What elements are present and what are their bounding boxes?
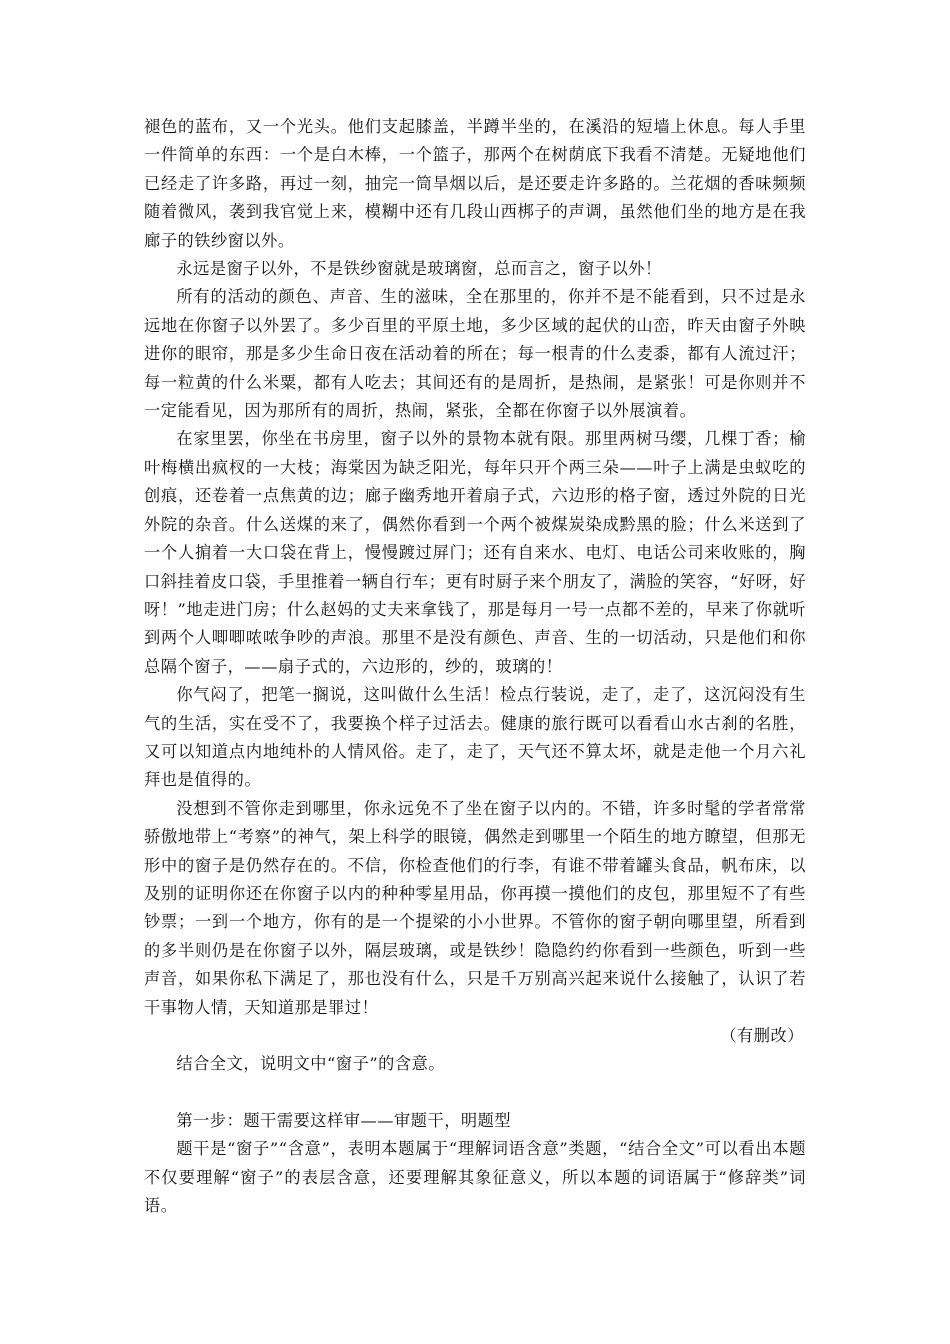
passage-paragraph-5: 你气闷了，把笔一搁说，这叫做什么生活！检点行装说，走了，走了，这沉闷没有生气的生活，实在受不了，我要换个样子过活去。健康的旅行既可以看看山水古刹的名胜，又可以知道点内地纯朴的人情风俗。走了，走了，天气还不算太坏，就是走他一个月六礼拜也是值得的。 (144, 685, 806, 790)
passage-paragraph-4: 在家里罢，你坐在书房里，窗子以外的景物本就有限。那里两树马缨，几棵丁香；榆叶梅横出疯杈的一大枝；海棠因为缺乏阳光，每年只开个两三朵——叶子上满是虫蚁吃的创痕，还卷着一点焦黄的边；廊子幽秀地开着扇子式，六边形的格子窗，透过外院的日光外院的杂音。什么送煤的来了，偶然你看到一个两个被煤炭染成黔黑的脸；什么米送到了一个人掮着一大口袋在背上，慢慢踱过屏门；还有自来水、电灯、电话公司来收账的，胸口斜挂着皮口袋，手里推着一辆自行车；更有时厨子来个朋友了，满脸的笑容，“好呀，好呀！”地走进门房；什么赵妈的丈夫来拿钱了，那是每月一号一点都不差的，早来了你就听到两个人唧唧哝哝争吵的声浪。那里不是没有颜色、声音、生的一切活动，只是他们和你总隔个窗子，——扇子式的，六边形的，纱的，玻璃的！ (144, 429, 806, 676)
passage-paragraph-1: 褪色的蓝布，又一个光头。他们支起膝盖，半蹲半坐的，在溪沿的短墙上休息。每人手里一件简单的东西：一个是白木棒，一个篮子，那两个在树荫底下我看不清楚。无疑地他们已经走了许多路，再过一刻，抽完一筒旱烟以后，是还要走许多路的。兰花烟的香味频频随着微风，袭到我官觉上来，模糊中还有几段山西梆子的声调，虽然他们坐的地方是在我廊子的铁纱窗以外。 (144, 117, 806, 250)
passage-paragraph-6: 没想到不管你走到哪里，你永远免不了坐在窗子以内的。不错，许多时髦的学者常常骄傲地带上“考察”的神气，架上科学的眼镜，偶然走到哪里一个陌生的地方瞭望，但那无形中的窗子是仍然存在的。不信，你检查他们的行李，有谁不带着罐头食品，帆布床，以及别的证明你还在你窗子以内的种种零星用品，你再摸一摸他们的皮包，那里短不了有些钞票；一到一个地方，你有的是一个提梁的小小世界。不管你的窗子朝向哪里望，所看到的多半则仍是在你窗子以外，隔层玻璃，或是铁纱！隐隐约约你看到一些颜色，听到一些声音，如果你私下满足了，那也没有什么，只是千万别高兴起来说什么接触了，认识了若干事物人情，天知道那是罪过！ (144, 798, 806, 1017)
edit-note: （有删改） (720, 1026, 804, 1045)
document-page (144, 113, 806, 1220)
question-text: 结合全文，说明文中“窗子”的含意。 (176, 1054, 446, 1074)
passage-paragraph-3: 所有的活动的颜色、声音、生的滋味，全在那里的，你并不是不能看到，只不过是永远地在你窗子以外罢了。多少百里的平原土地，多少区域的起伏的山峦，昨天由窗子外映进你的眼帘，那是多少生命日夜在活动着的所在；每一根青的什么麦黍，都有人流过汗；每一粒黄的什么米粟，都有人吃去；其间还有的是周折，是热闹，是紧张！可是你则并不一定能看见，因为那所有的周折，热闹，紧张，全都在你窗子以外展演着。 (144, 287, 806, 421)
section-gap (144, 1079, 806, 1107)
step-heading: 第一步：题干需要这样审——审题干，明题型 (176, 1110, 512, 1130)
passage-paragraph-2: 永远是窗子以外，不是铁纱窗就是玻璃窗，总而言之，窗子以外！ (176, 259, 662, 279)
analysis-paragraph: 题干是“窗子”“含意”，表明本题属于“理解词语含意”类题，“结合全文”可以看出本题不仅要理解“窗子”的表层含意，还要理解其象征意义，所以本题的词语属于“修辞类”词语。 (144, 1139, 806, 1216)
